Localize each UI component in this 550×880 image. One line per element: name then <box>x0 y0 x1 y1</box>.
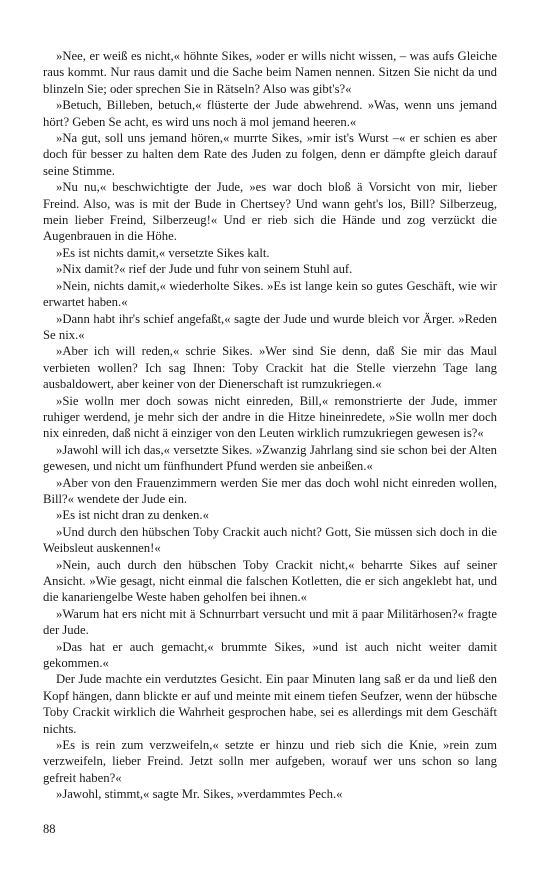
paragraph: »Es is rein zum verzweifeln,« setzte er hinzu und rieb sich die Knie, »rein zum verzweifeln, lieber Freind. Jetzt solln mer aufgeben, worauf wer uns schon so lang gefreit haben?« <box>43 738 497 785</box>
paragraph: »Es ist nicht dran zu denken.« <box>56 508 209 523</box>
paragraph: »Nein, nichts damit,« wiederholte Sikes. »Es ist lange kein so gutes Geschäft, wie wir erwartet haben.« <box>43 278 497 310</box>
paragraph: »Nein, auch durch den hübschen Toby Crackit nicht,« beharrte Sikes auf seiner Ansicht. »Wie gesagt, nicht einmal die falschen Kotletten, die er sich angeklebt hat, und die kanariengelbe Weste haben geholfen bei ihnen.« <box>43 557 497 605</box>
paragraph: »Aber ich will reden,« schrie Sikes. »Wer sind Sie denn, daß Sie mir das Maul verbieten wollen? Ich sag Ihnen: Toby Crackit hat die Stelle vierzehn Tage lang ausbaldowert, aber keiner von der Dienerschaft ist rumzukriegen.« <box>43 344 497 392</box>
paragraph: Der Jude machte ein verdutztes Gesicht. Ein paar Minuten lang saß er da und ließ den Kopf hängen, dann blickte er auf und meinte mit einem tiefen Seufzer, wenn der hübsche Toby Crackit wirklich die Wahrheit gesprochen habe, sei es allerdings mit dem Geschäft nichts. <box>43 672 497 736</box>
paragraph: »Jawohl, stimmt,« sagte Mr. Sikes, »verdammtes Pech.« <box>56 787 343 802</box>
paragraph: »Warum hat ers nicht mit ä Schnurrbart versucht und mit ä paar Militärhosen?« fragte der Jude. <box>43 606 497 638</box>
paragraph: »Nee, er weiß es nicht,« höhnte Sikes, »oder er wills nicht wissen, – was aufs Gleiche raus kommt. Nur raus damit und die Sache beim Namen nennen. Sitzen Sie nicht da und blinzeln Sie; oder sprechen Sie in Rätseln? Also was gibt's?« <box>43 49 497 96</box>
paragraph: »Das hat er auch gemacht,« brummte Sikes, »und ist auch nicht weiter damit gekommen.« <box>43 639 497 671</box>
paragraph: »Na gut, soll uns jemand hören,« murrte Sikes, »mir ist's Wurst –« er schien es aber doch für besser zu halten dem Rate des Juden zu folgen, denn er dämpfte gleich darauf seine Stimme. <box>43 131 497 178</box>
page-number: 88 <box>43 822 56 836</box>
paragraph: »Nu nu,« beschwichtigte der Jude, »es war doch bloß ä Vorsicht von mir, lieber Freind. Also, was is mit der Bude in Chertsey? Und wann geht's los, Bill? Silberzeug, mein lieber Freind, Silberzeug!« Und er rieb sich die Hände und zog verzückt die Augenbrauen in die Höhe. <box>43 180 497 244</box>
paragraph: »Es ist nichts damit,« versetzte Sikes kalt. <box>56 245 270 260</box>
body-text <box>43 48 497 803</box>
paragraph: »Und durch den hübschen Toby Crackit auch nicht? Gott, Sie müssen sich doch in die Weibsleut auskennen!« <box>43 524 497 556</box>
paragraph: »Betuch, Billeben, betuch,« flüsterte der Jude abwehrend. »Was, wenn uns jemand hört? Geben Se acht, es wird uns noch ä mol jemand heeren.« <box>43 98 497 129</box>
paragraph: »Dann habt ihr's schief angefaßt,« sagte der Jude und wurde bleich vor Ärger. »Reden Se nix.« <box>43 311 497 342</box>
paragraph: »Aber von den Frauenzimmern werden Sie mer das doch wohl nicht einreden wollen, Bill?« wendete der Jude ein. <box>43 475 497 506</box>
paragraph: »Nix damit?« rief der Jude und fuhr von seinem Stuhl auf. <box>56 262 353 277</box>
paragraph: »Sie wolln mer doch sowas nicht einreden, Bill,« remonstrierte der Jude, immer ruhiger werdend, je mehr sich der andre in die Hitze hineinredete, »Sie wolln mer doch nix einreden, daß nicht ä einziger von den Leuten wirklich rumzukriegen gewesen is?« <box>43 393 497 441</box>
paragraph: »Jawohl will ich das,« versetzte Sikes. »Zwanzig Jahrlang sind sie schon bei der Alten gewesen, und nicht um fünfhundert Pfund werden sie anbeißen.« <box>43 442 497 474</box>
